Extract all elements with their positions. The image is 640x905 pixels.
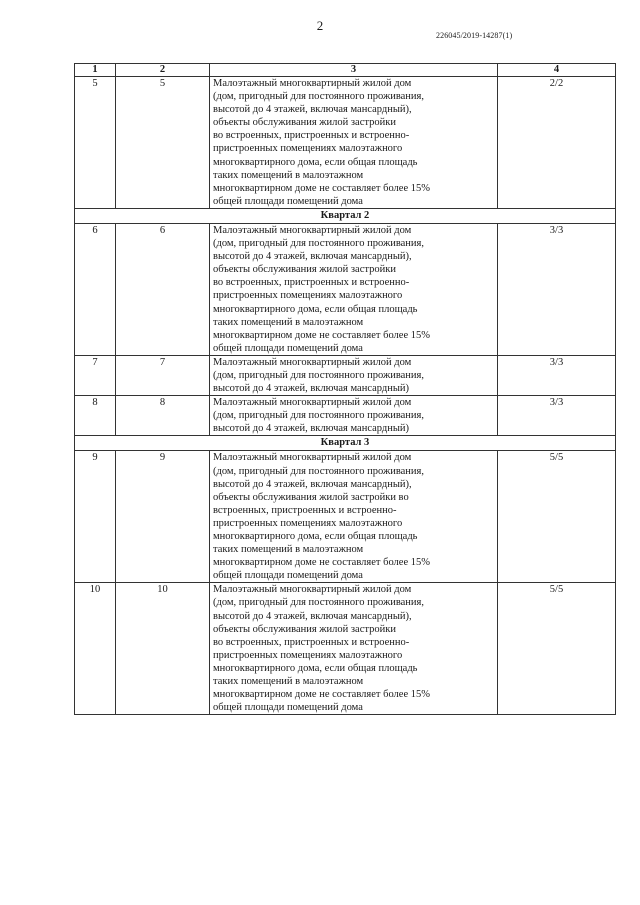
permitted-use-line: объекты обслуживания жилой застройки: [213, 117, 396, 129]
section-title: Квартал 2: [75, 208, 616, 223]
row-number-cell: 8: [75, 396, 116, 436]
permitted-use-line: многоквартирном доме не составляет более 15%: [213, 557, 430, 569]
permitted-use-line: (дом, пригодный для постоянного проживания,: [213, 91, 424, 103]
permitted-use-line: Малоэтажный многоквартирный жилой дом: [213, 356, 412, 368]
permitted-use-line: объекты обслуживания жилой застройки во: [213, 491, 409, 503]
permitted-use-line: пристроенных помещениях малоэтажного: [213, 290, 403, 302]
permitted-use-line: пристроенных помещениях малоэтажного: [213, 517, 403, 529]
permitted-use-line: многоквартирном доме не составляет более 15%: [213, 182, 430, 194]
row-number-cell: 7: [75, 355, 116, 395]
permitted-use-line: (дом, пригодный для постоянного проживания,: [213, 410, 424, 422]
table-row: [75, 223, 616, 355]
header-cell-3: 3: [210, 64, 498, 77]
permitted-use-cell: [210, 77, 498, 209]
permitted-use-line: во встроенных, пристроенных и встроенно-: [213, 636, 410, 648]
row-number-cell: 5: [75, 77, 116, 209]
permitted-use-line: встроенных, пристроенных и встроенно-: [213, 504, 397, 516]
document-code: 226045/2019-14287(1): [436, 31, 513, 40]
floors-cell: 5/5: [498, 583, 616, 715]
permitted-use-line: высотой до 4 этажей, включая мансардный),: [213, 610, 412, 622]
permitted-use-cell: [210, 396, 498, 436]
permitted-use-line: общей площади помещений дома: [213, 195, 363, 207]
section-title: Квартал 3: [75, 436, 616, 451]
permitted-use-line: во встроенных, пристроенных и встроенно-: [213, 277, 410, 289]
floors-cell: 2/2: [498, 77, 616, 209]
section-row: [75, 436, 616, 451]
floors-cell: 3/3: [498, 223, 616, 355]
permitted-use-line: высотой до 4 этажей, включая мансардный),: [213, 478, 412, 490]
permitted-use-line: многоквартирного дома, если общая площадь: [213, 156, 418, 168]
permitted-use-line: таких помещений в малоэтажном: [213, 169, 364, 181]
permitted-use-line: Малоэтажный многоквартирный жилой дом: [213, 397, 412, 409]
permitted-use-cell: [210, 451, 498, 583]
permitted-use-line: высотой до 4 этажей, включая мансардный): [213, 383, 410, 395]
table-row: [75, 77, 616, 209]
permitted-use-line: многоквартирного дома, если общая площадь: [213, 531, 418, 542]
permitted-use-line: высотой до 4 этажей, включая мансардный),: [213, 251, 412, 263]
permitted-use-line: пристроенных помещениях малоэтажного: [213, 143, 403, 155]
table-row: [75, 583, 616, 715]
permitted-use-cell: [210, 355, 498, 395]
floors-cell: 3/3: [498, 355, 616, 395]
permitted-use-line: многоквартирного дома, если общая площадь: [213, 662, 418, 674]
row-number-cell: 10: [75, 583, 116, 715]
permitted-use-line: многоквартирном доме не составляет более 15%: [213, 329, 430, 341]
permitted-use-line: во встроенных, пристроенных и встроенно-: [213, 130, 410, 142]
parcel-number-cell: 8: [116, 396, 210, 436]
table-body: [75, 64, 616, 715]
permitted-use-cell: [210, 223, 498, 355]
permitted-use-line: высотой до 4 этажей, включая мансардный): [213, 423, 410, 435]
permitted-use-line: (дом, пригодный для постоянного проживания,: [213, 238, 424, 250]
permitted-use-line: общей площади помещений дома: [213, 702, 363, 714]
row-number-cell: 6: [75, 223, 116, 355]
header-cell-1: 1: [75, 64, 116, 77]
zoning-table: [74, 63, 616, 715]
permitted-use-line: пристроенных помещениях малоэтажного: [213, 649, 403, 661]
table-header-row: [75, 64, 616, 77]
row-number-cell: 9: [75, 451, 116, 583]
parcel-number-cell: 9: [116, 451, 210, 583]
permitted-use-line: многоквартирном доме не составляет более 15%: [213, 689, 430, 701]
permitted-use-line: таких помещений в малоэтажном: [213, 316, 364, 328]
floors-cell: 3/3: [498, 396, 616, 436]
permitted-use-cell: [210, 583, 498, 715]
header-cell-2: 2: [116, 64, 210, 77]
permitted-use-line: Малоэтажный многоквартирный жилой дом: [213, 78, 412, 89]
permitted-use-line: общей площади помещений дома: [213, 570, 363, 582]
permitted-use-line: объекты обслуживания жилой застройки: [213, 623, 396, 635]
table-row: [75, 396, 616, 436]
permitted-use-line: высотой до 4 этажей, включая мансардный),: [213, 104, 412, 116]
permitted-use-line: многоквартирного дома, если общая площадь: [213, 303, 418, 315]
page-number: 2: [316, 18, 324, 33]
parcel-number-cell: 5: [116, 77, 210, 209]
header-cell-4: 4: [498, 64, 616, 77]
permitted-use-line: Малоэтажный многоквартирный жилой дом: [213, 584, 412, 596]
parcel-number-cell: 7: [116, 355, 210, 395]
permitted-use-line: объекты обслуживания жилой застройки: [213, 264, 396, 276]
table-row: [75, 355, 616, 395]
section-row: [75, 208, 616, 223]
permitted-use-line: (дом, пригодный для постоянного проживания,: [213, 597, 424, 609]
permitted-use-line: Малоэтажный многоквартирный жилой дом: [213, 224, 412, 236]
parcel-number-cell: 6: [116, 223, 210, 355]
table-row: [75, 451, 616, 583]
permitted-use-line: (дом, пригодный для постоянного проживания,: [213, 369, 424, 381]
permitted-use-line: (дом, пригодный для постоянного проживания,: [213, 465, 424, 477]
permitted-use-line: таких помещений в малоэтажном: [213, 676, 364, 688]
parcel-number-cell: 10: [116, 583, 210, 715]
floors-cell: 5/5: [498, 451, 616, 583]
permitted-use-line: Малоэтажный многоквартирный жилой дом: [213, 452, 412, 464]
permitted-use-line: таких помещений в малоэтажном: [213, 544, 364, 556]
permitted-use-line: общей площади помещений дома: [213, 342, 363, 354]
